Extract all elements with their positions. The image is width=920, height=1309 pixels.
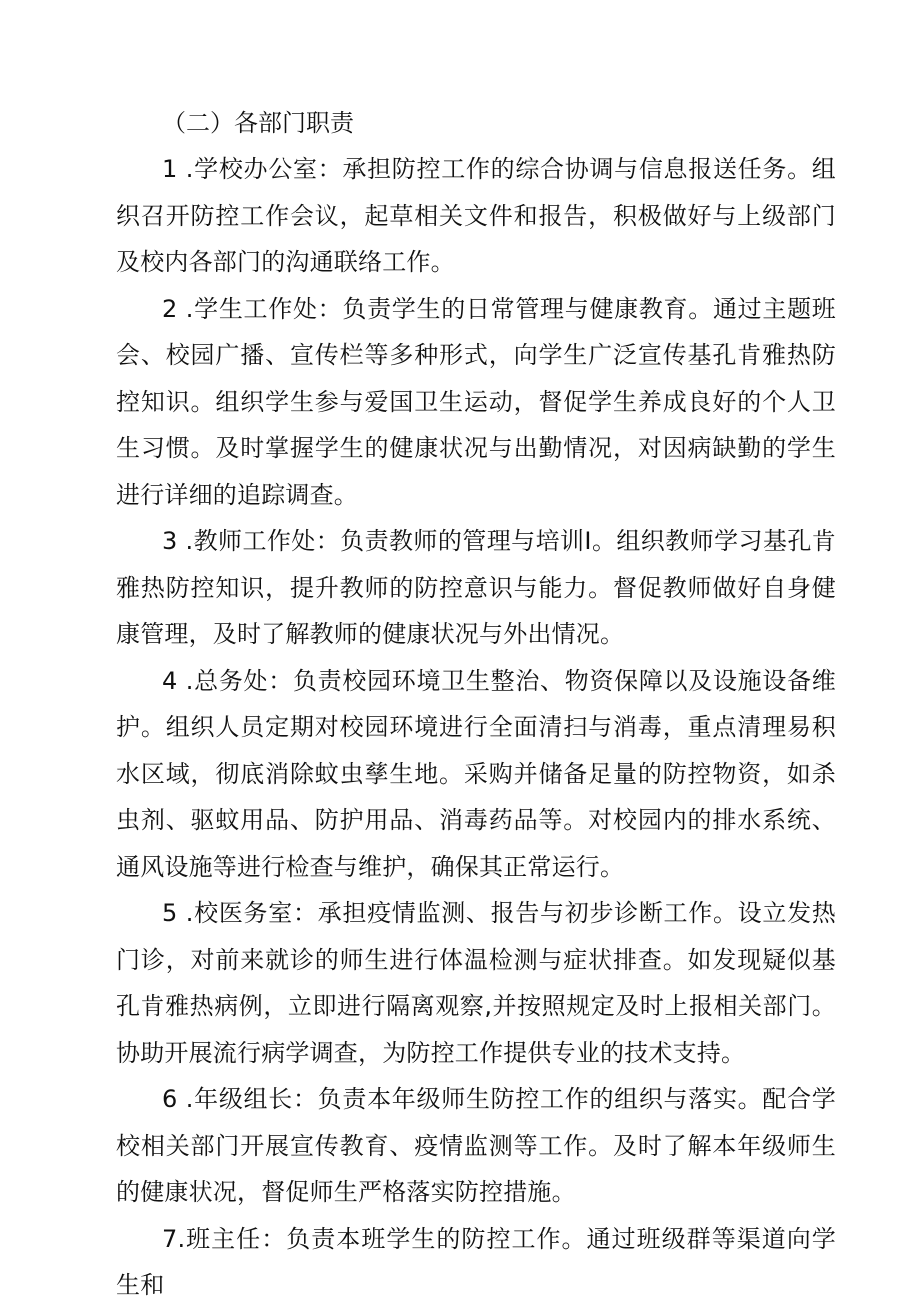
paragraph-grade-leader: 6 .年级组长：负责本年级师生防控工作的组织与落实。配合学校相关部门开展宣传教育、疫情监测等工作。及时了解本年级师生的健康状况，督促师生严格落实防控措施。 [116,1085,836,1206]
document-body [116,100,836,1309]
section-heading: （二）各部门职责 [162,109,354,137]
paragraph-student-affairs: 2 .学生工作处：负责学生的日常管理与健康教育。通过主题班会、校园广播、宣传栏等多种形式，向学生广泛宣传基孔肯雅热防控知识。组织学生参与爱国卫生运动，督促学生养成良好的个人卫生习惯。及时掌握学生的健康状况与出勤情况，对因病缺勤的学生进行详细的追踪调查。 [116,294,836,509]
paragraph-general-affairs: 4 .总务处：负责校园环境卫生整治、物资保障以及设施设备维护。组织人员定期对校园环境进行全面清扫与消毒，重点清理易积水区域，彻底消除蚊虫孳生地。采购并储备足量的防控物资，如杀虫剂、驱蚊用品、防护用品、消毒药品等。对校园内的排水系统、通风设施等进行检查与维护，确保其正常运行。 [116,666,836,881]
paragraph-school-office: 1 .学校办公室：承担防控工作的综合协调与信息报送任务。组织召开防控工作会议，起草相关文件和报告，积极做好与上级部门及校内各部门的沟通联络工作。 [116,155,836,276]
paragraph-clinic: 5 .校医务室：承担疫情监测、报告与初步诊断工作。设立发热门诊，对前来就诊的师生进行体温检测与症状排查。如发现疑似基孔肯雅热病例，立即进行隔离观察,并按照规定及时上报相关部门。协助开展流行病学调查，为防控工作提供专业的技术支持。 [116,899,836,1067]
paragraph-teacher-affairs: 3 .教师工作处：负责教师的管理与培训I。组织教师学习基孔肯雅热防控知识，提升教师的防控意识与能力。督促教师做好自身健康管理，及时了解教师的健康状况与外出情况。 [116,527,836,648]
paragraph-class-teacher: 7.班主任：负责本班学生的防控工作。通过班级群等渠道向学生和 [116,1224,836,1299]
